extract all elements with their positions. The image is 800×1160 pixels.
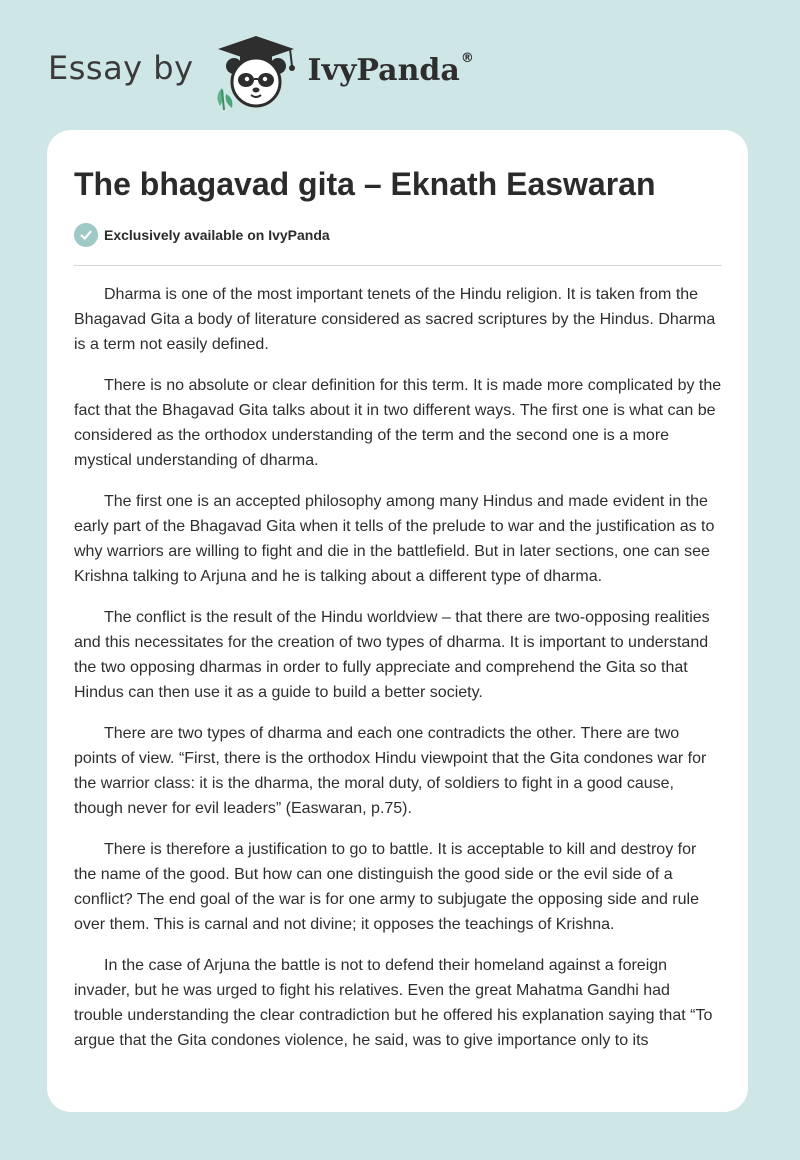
exclusive-badge-label: Exclusively available on IvyPanda: [104, 227, 330, 243]
site-header: [48, 32, 474, 112]
essay-by-label: Essay by: [48, 49, 194, 87]
brand-name-text: IvyPanda: [307, 52, 460, 88]
exclusive-badge: [74, 222, 722, 248]
essay-body: [74, 282, 722, 1053]
checkmark-icon: [74, 223, 98, 247]
registered-mark: ®: [460, 50, 474, 66]
essay-paragraph: The first one is an accepted philosophy among many Hindus and made evident in the early part of the Bhagavad Gita when it tells of the prelude to war and the justification as to why warriors are willing to fight and die in the battlefield. But in later sections, one can see Krishna talking to Arjuna and he is talking about a different type of dharma.: [74, 493, 715, 585]
essay-card: [47, 130, 748, 1112]
essay-paragraph: There is therefore a justification to go to battle. It is acceptable to kill and destroy for the name of the good. But how can one distinguish the good side or the evil side of a conflict? The end goal of the war is for one army to subjugate the opposing side and rule over them. This is carnal and not divine; it opposes the teachings of Krishna.: [74, 841, 699, 933]
essay-paragraph: There are two types of dharma and each one contradicts the other. There are two points of view. “First, there is the orthodox Hindu viewpoint that the Gita condones war for the warrior class: it is the dharma, the moral duty, of soldiers to fight in a good cause, though never for evil leaders” (Easwaran, p.75).: [74, 725, 707, 817]
essay-paragraph: In the case of Arjuna the battle is not to defend their homeland against a foreign invader, but he was urged to fight his relatives. Even the great Mahatma Gandhi had trouble understanding the clear contradiction but he offered his explanation saying that “To argue that the Gita condones violence, he said, was to give importance only to its: [74, 957, 713, 1049]
panda-graduate-icon: [210, 32, 302, 112]
essay-paragraph: The conflict is the result of the Hindu worldview – that there are two-opposing realities and this necessitates for the creation of two types of dharma. It is important to understand the two opposing dharmas in order to fully appreciate and comprehend the Gita so that Hindus can then use it as a guide to build a better society.: [74, 609, 710, 701]
title-divider: [74, 265, 722, 266]
essay-paragraph: There is no absolute or clear definition for this term. It is made more complicated by the fact that the Bhagavad Gita talks about it in two different ways. The first one is what can be considered as the orthodox understanding of the term and the second one is a more mystical understanding of dharma.: [74, 377, 722, 469]
ivypanda-wordmark[interactable]: [307, 50, 474, 88]
essay-title: The bhagavad gita – Eknath Easwaran: [74, 166, 656, 202]
essay-paragraph: Dharma is one of the most important tenets of the Hindu religion. It is taken from the Bhagavad Gita a body of literature considered as sacred scriptures by the Hindus. Dharma is a term not easily defined.: [74, 286, 716, 353]
